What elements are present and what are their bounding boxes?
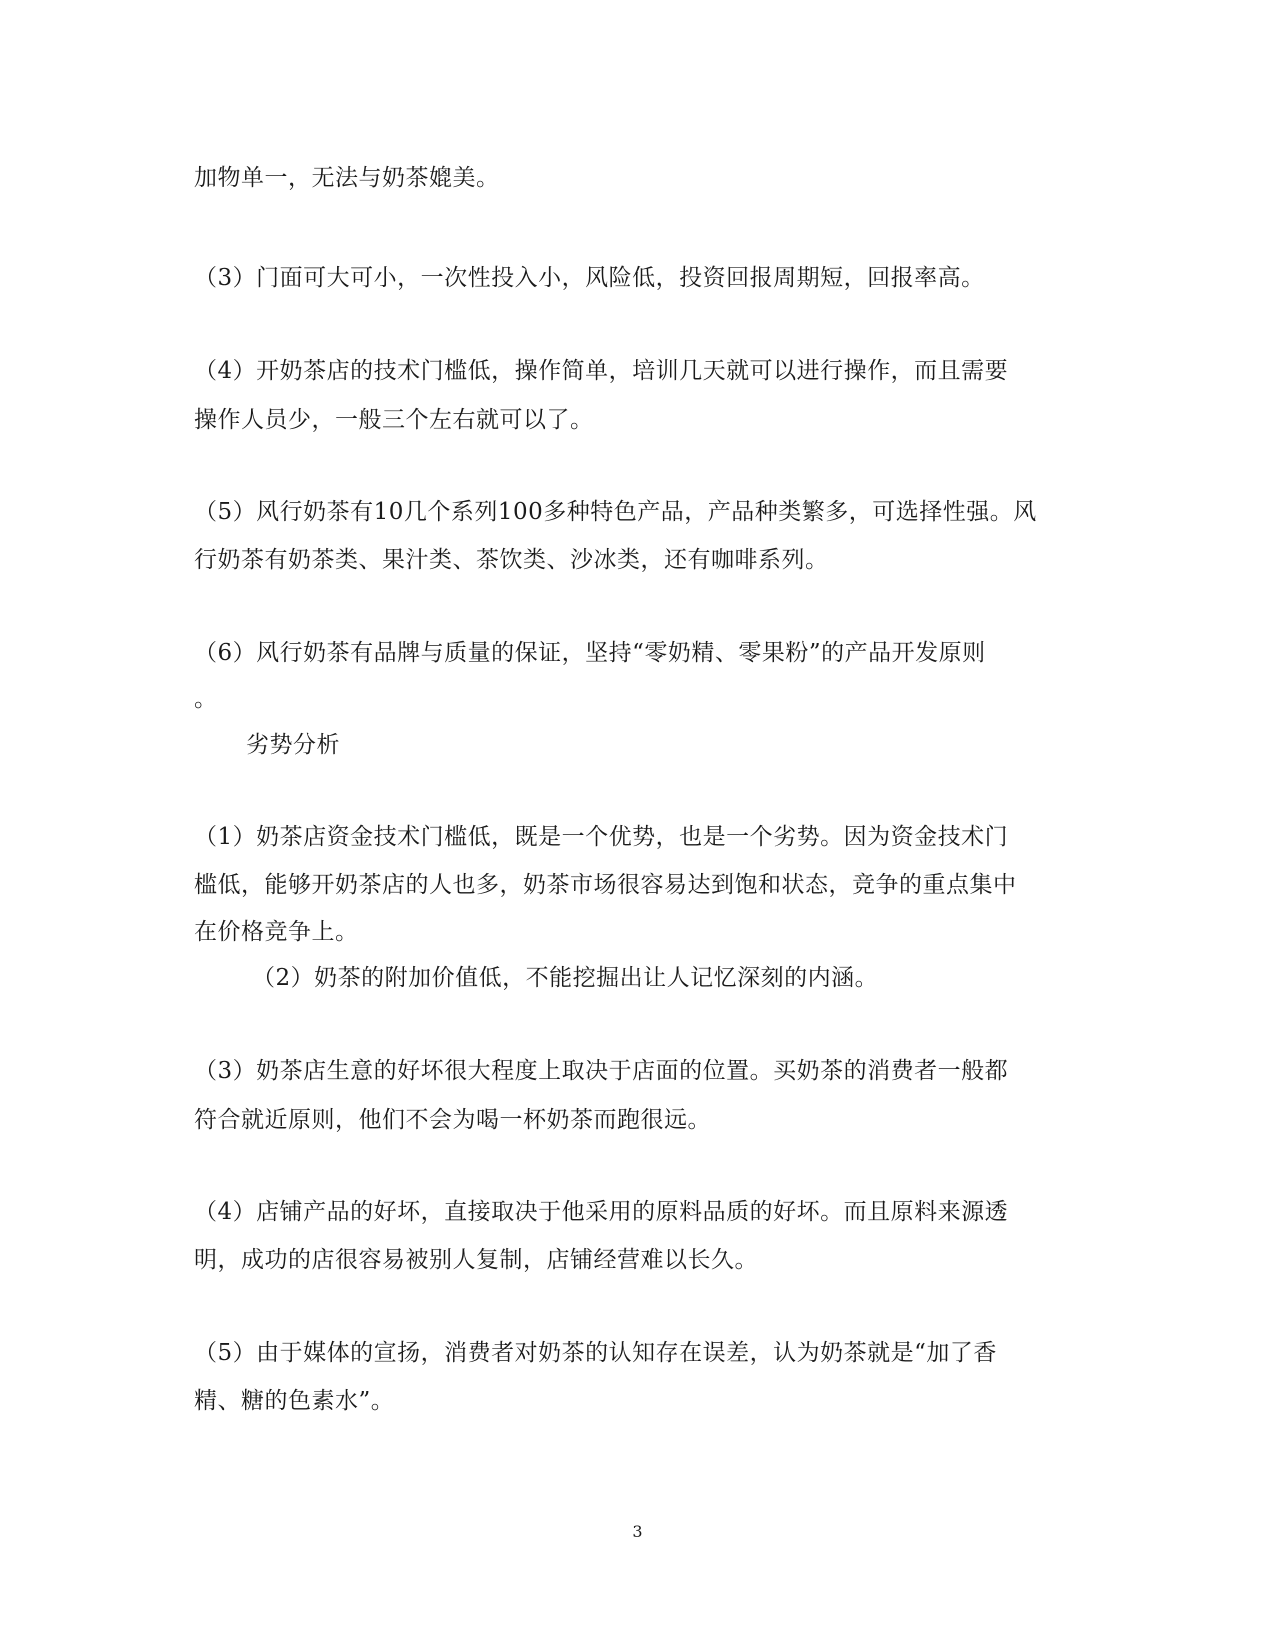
page-number: 3 xyxy=(632,1522,643,1541)
text-line: （6）风行奶茶有品牌与质量的保证，坚持“零奶精、零果粉”的产品开发原则 xyxy=(194,640,986,666)
section-heading: 劣势分析 xyxy=(246,732,340,758)
text-line: 行奶茶有奶茶类、果汁类、茶饮类、沙冰类，还有咖啡系列。 xyxy=(194,547,829,573)
text-line: 加物单一，无法与奶茶媲美。 xyxy=(194,165,500,191)
text-line: 操作人员少，一般三个左右就可以了。 xyxy=(194,407,594,433)
text-line: （5）由于媒体的宣扬，消费者对奶茶的认知存在误差，认为奶茶就是“加了香 xyxy=(194,1340,997,1366)
text-line: （4）店铺产品的好坏，直接取决于他采用的原料品质的好坏。而且原料来源透 xyxy=(194,1199,1009,1225)
text-line: 精、糖的色素水”。 xyxy=(194,1388,395,1414)
text-line: （3）奶茶店生意的好坏很大程度上取决于店面的位置。买奶茶的消费者一般都 xyxy=(194,1058,1009,1084)
text-line: （4）开奶茶店的技术门槛低，操作简单，培训几天就可以进行操作，而且需要 xyxy=(194,358,1009,384)
text-line: 槛低，能够开奶茶店的人也多，奶茶市场很容易达到饱和状态，竞争的重点集中 xyxy=(194,872,1017,898)
text-line: 在价格竞争上。 xyxy=(194,919,359,945)
text-line: （1）奶茶店资金技术门槛低，既是一个优势，也是一个劣势。因为资金技术门 xyxy=(194,824,1009,850)
text-line: 。 xyxy=(194,686,218,712)
text-line: 明，成功的店很容易被别人复制，店铺经营难以长久。 xyxy=(194,1247,758,1273)
text-line: （3）门面可大可小，一次性投入小，风险低，投资回报周期短，回报率高。 xyxy=(194,265,985,291)
text-line: （5）风行奶茶有10几个系列100多种特色产品，产品种类繁多，可选择性强。风 xyxy=(194,499,1037,525)
text-line: （2）奶茶的附加价值低，不能挖掘出让人记忆深刻的内涵。 xyxy=(252,965,879,991)
text-line: 符合就近原则，他们不会为喝一杯奶茶而跑很远。 xyxy=(194,1107,711,1133)
